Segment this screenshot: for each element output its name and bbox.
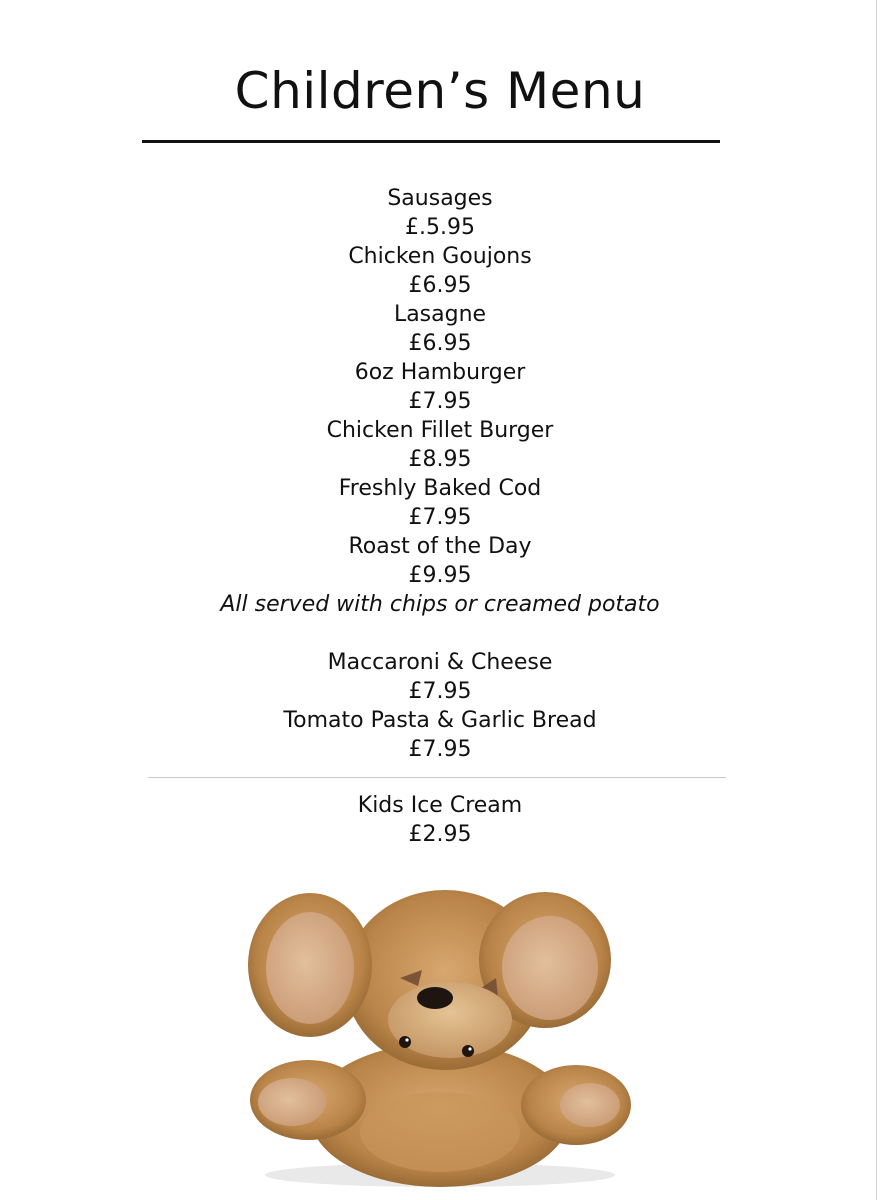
dessert-list (0, 791, 880, 849)
dessert-item-price: £2.95 (408, 822, 472, 847)
bear-right-paw-pad (560, 1083, 620, 1127)
menu-item-price: £6.95 (408, 331, 472, 356)
pasta-item-price: £7.95 (408, 737, 472, 762)
menu-item-price: £9.95 (408, 563, 472, 588)
menu-item-name: Chicken Goujons (348, 244, 532, 269)
pasta-item-name: Maccaroni & Cheese (327, 650, 553, 675)
pasta-item-price: £7.95 (408, 679, 472, 704)
pasta-item-name: Tomato Pasta & Garlic Bread (283, 708, 597, 733)
bear-left-eye (399, 1036, 411, 1048)
served-with-note: All served with chips or creamed potato (220, 592, 660, 617)
menu-item-name: Freshly Baked Cod (338, 476, 542, 501)
dessert-item-name: Kids Ice Cream (357, 793, 523, 818)
title-divider (142, 140, 720, 143)
menu-title: Children’s Menu (234, 62, 646, 120)
bear-left-foot-pad (266, 912, 354, 1024)
main-menu-list (0, 184, 880, 764)
menu-item-name: Lasagne (393, 302, 487, 327)
menu-item-name: Sausages (387, 186, 493, 211)
menu-item-price: £.5.95 (405, 215, 475, 240)
bear-head-fluff (360, 1092, 520, 1172)
dessert-divider (148, 777, 726, 778)
menu-item-price: £8.95 (408, 447, 472, 472)
menu-item-price: £7.95 (408, 389, 472, 414)
bear-left-paw-pad (258, 1078, 326, 1126)
menu-item-name: Chicken Fillet Burger (326, 418, 554, 443)
bear-right-foot-pad (502, 916, 598, 1020)
menu-item-price: £6.95 (408, 273, 472, 298)
bear-right-eye (462, 1045, 474, 1057)
menu-item-price: £7.95 (408, 505, 472, 530)
section-gap (0, 619, 880, 648)
menu-item-name: 6oz Hamburger (354, 360, 526, 385)
menu-item-name: Roast of the Day (348, 534, 532, 559)
teddy-bear-image (240, 870, 640, 1190)
bear-nose (417, 987, 453, 1009)
